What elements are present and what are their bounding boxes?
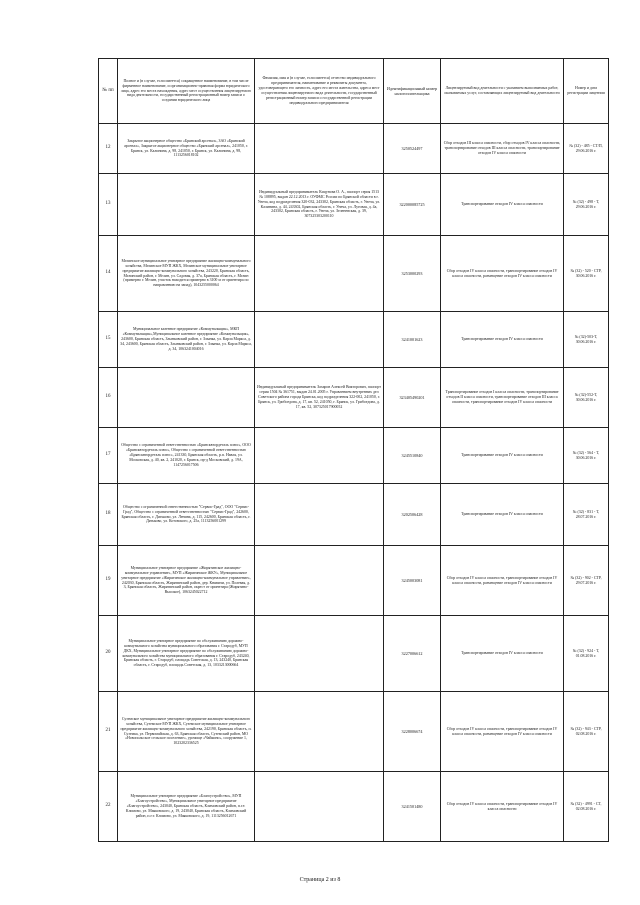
organization-cell <box>118 174 255 236</box>
table-row <box>99 236 609 312</box>
registration-cell: № (32) - 831 - Т, 28.07.2016 г. <box>564 484 609 546</box>
registration-cell: № (32) - 902 - СТР, 29.07.2016 г. <box>564 546 609 616</box>
header-number: № пп <box>99 59 118 124</box>
entrepreneur-cell: Индивидуальный предприниматель Кицунова О. А., паспорт серия 1513 № 108895, выдан 22.12.2013 г. ОУФМС России по Брянской области в г. Унеча, код подразделения 320-032, 243302, Брянская область, г. Унеча, ул. Калинина, д. 44, 243302, Брянская область, г. Унеча, ул. Луговая, д. 4а, 243302, Брянская область, г. Унеча, ул. Зеленевская, д. 39, 307325303200110 <box>255 174 384 236</box>
organization-cell: Муниципальное унитарное предприятие по обслуживанию дорожно-коммунального хозяйства муниципального образования г. Стародуб, МУП ДКХ, Муниципальное унитарное предприятие по обслуживанию дорожно-коммунального хозяйства муниципального образования г. Стародуб, 243240, Брянская область, г. Стародуб, площадь Советская, д. 13, 243240, Брянская область, г. Стародуб, площадь Советская, д. 13, 1033213000664 <box>118 616 255 692</box>
entrepreneur-cell <box>255 484 384 546</box>
header-organization: Полное и (в случае, если имеется) сокращенное наименование, в том числе фирменное наименование, и организационно-правовая форма юридического лица, адрес его места нахождения, адрес мест осуществления лицензируемого вида деятельности, государственный регистрационный номер записи о создании юридического лица <box>118 59 255 124</box>
activity-cell: Сбор отходов IV класса опасности, транспортирование отходов IV класса опасности, размещение отходов IV класса опасности <box>441 236 564 312</box>
registration-cell: № (32)-552-Т, 30.06.2016 г. <box>564 368 609 428</box>
entrepreneur-cell <box>255 616 384 692</box>
table-row <box>99 368 609 428</box>
table-row <box>99 124 609 174</box>
table-header-row <box>99 59 609 124</box>
license-register-table <box>98 58 609 842</box>
organization-cell: Мглинское муниципальное унитарное предприятие жилищно-коммунального хозяйства, Мглинское МУП ЖКХ, Мглинское муниципальное унитарное предприятие жилищно-коммунального хозяйства, 243220, Брянская область, Мглинский район, г. Мглин, ул. Садовая, д. 37а, Брянская область, г. Мглин (примерно г. Мглин, участок находится примерно в 3100 м от ориентира по направлению на запад), 1043255000064 <box>118 236 255 312</box>
registration-cell: № (32)-503-Т, 30.06.2016 г. <box>564 312 609 368</box>
registration-cell: № (32) - 520 - СТР, 30.06.2016 г. <box>564 236 609 312</box>
entrepreneur-cell <box>255 772 384 842</box>
registration-cell: № (32) - 564 - Т, 30.06.2016 г. <box>564 428 609 484</box>
inn-cell: 323405490201 <box>384 368 441 428</box>
registration-cell: № (32) - 4991 - СТ, 02.08.2016 г. <box>564 772 609 842</box>
inn-cell: 3228006674 <box>384 692 441 772</box>
row-number: 18 <box>99 484 118 546</box>
table-row <box>99 772 609 842</box>
organization-cell: Муниципальное унитарное предприятие «Жирятинское жилищно-коммунальное управление», МУП «Жирятинское ЖКУ», Муниципальное унитарное предприятие «Жирятинское жилищно-коммунальное управление», 242030, Брянская область, Жирятинский район, дер. Княвичи, ул. Полевая, д. 3, Брянская область, Жирятинский район, окрест от ориентира (Жирятино-Высокое), 1063245022712 <box>118 546 255 616</box>
registration-cell: № (32) - 485 - СТ/П, 29.06.2016 г. <box>564 124 609 174</box>
registration-cell: № (32) - 498 - Т, 29.06.2016 г. <box>564 174 609 236</box>
activity-cell: Транспортирование отходов IV класса опасности <box>441 174 564 236</box>
activity-cell: Транспортирование отходов IV класса опасности <box>441 312 564 368</box>
table-row <box>99 546 609 616</box>
registration-cell: № (32) - 924 - Т, 01.08.2016 г. <box>564 616 609 692</box>
inn-cell: 3227006612 <box>384 616 441 692</box>
organization-cell: Общество с ограниченной ответственностью "Сервис-Град", ООО "Сервис-Град", Общество с ограниченной ответственностью "Сервис-Град", 242600, Брянская область, г. Дятьково, ул. Ленина, д. 115, 242600, Брянская область, г. Дятьково, ул. Котовского, д. 25а, 1113256001299 <box>118 484 255 546</box>
row-number: 13 <box>99 174 118 236</box>
header-activity: Лицензируемый вид деятельности с указанием выполняемых работ, оказываемых услуг, составляющих лицензируемый вид деятельности <box>441 59 564 124</box>
activity-cell: Сбор отходов IV класса опасности, транспортирование отходов IV класса опасности <box>441 772 564 842</box>
header-registration: Номер и дата регистрации лицензии <box>564 59 609 124</box>
activity-cell: Сбор отходов IV класса опасности, транспортирование отходов IV класса опасности, размещение отходов IV класса опасности <box>441 546 564 616</box>
row-number: 14 <box>99 236 118 312</box>
registration-cell: № (32) - 943 - СТР, 02.08.2016 г. <box>564 692 609 772</box>
entrepreneur-cell <box>255 124 384 174</box>
table-row <box>99 428 609 484</box>
row-number: 19 <box>99 546 118 616</box>
entrepreneur-cell: Индивидуальный предприниматель Захаров Алексей Викторович, паспорт серия 1504 № 361751, выдан 24.01.2005 г. Управлением внутренних дел Советского района города Брянска, код подразделения 322-002, 241050, г. Брянск, ул. Грибоедова, д. 17, кв. 52, 241050, г. Брянск, ул. Грибоедова, д. 17, кв. 52, 307325017900052 <box>255 368 384 428</box>
inn-cell: 3241001623 <box>384 312 441 368</box>
inn-cell: 3202506428 <box>384 484 441 546</box>
row-number: 21 <box>99 692 118 772</box>
row-number: 22 <box>99 772 118 842</box>
inn-cell: 3245510840 <box>384 428 441 484</box>
page-number: Страница 2 из 8 <box>299 877 341 883</box>
entrepreneur-cell <box>255 546 384 616</box>
inn-cell: 3250524497 <box>384 124 441 174</box>
inn-cell: 3253000293 <box>384 236 441 312</box>
row-number: 15 <box>99 312 118 368</box>
inn-cell: 3241501480 <box>384 772 441 842</box>
organization-cell: Общество с ограниченной ответственностью «Брянсквтордеталь плюс», ООО «Брянсквтордеталь плюс», Общество с ограниченной ответственностью «Брянсквтордеталь плюс», 241330, Брянская область, р.п. Навля, ул. Московская, д. 40, кв. 2, 241020, г. Брянск, пр-д Московский, д. 19А, 1147256017506 <box>118 428 255 484</box>
inn-cell: 3245003081 <box>384 546 441 616</box>
row-number: 16 <box>99 368 118 428</box>
activity-cell: Транспортирование отходов IV класса опасности <box>441 484 564 546</box>
organization-cell <box>118 368 255 428</box>
entrepreneur-cell <box>255 428 384 484</box>
entrepreneur-cell <box>255 236 384 312</box>
activity-cell: Сбор отходов III класса опасности, сбор отходов IV класса опасности, транспортирование отходов III класса опасности, транспортирование отходов IV класса опасности <box>441 124 564 174</box>
row-number: 20 <box>99 616 118 692</box>
organization-cell: Муниципальное казенное предприятие «Коммунальщик», МКП «Коммунальщик»,Муниципальное казенное предприятие «Коммунальщик», 243600, Брянская область, Злынковский район, г. Злынка, ул. Карла Маркса, д. 34, 243600, Брянская область, Злынковский район, г. Злынка, ул. Карла Маркса, д. 34, 1063241004016 <box>118 312 255 368</box>
table-row <box>99 616 609 692</box>
header-inn: Идентификационный номер налогоплательщика <box>384 59 441 124</box>
entrepreneur-cell <box>255 692 384 772</box>
activity-cell: Транспортирование отходов I класса опасности, транспортирование отходов II класса опасности, транспортирование отходов III класса опасности, транспортирование отходов IV класса опасности <box>441 368 564 428</box>
activity-cell: Сбор отходов IV класса опасности, транспортирование отходов IV класса опасности, размещение отходов IV класса опасности <box>441 692 564 772</box>
activity-cell: Транспортирование отходов IV класса опасности <box>441 428 564 484</box>
activity-cell: Транспортирование отходов IV класса опасности <box>441 616 564 692</box>
organization-cell: Закрытое акционерное общество «Брянский арсенал», ЗАО «Брянский арсенал», Закрытое акционерное общество «Брянский арсенал», 241050, г. Брянск, ул. Калинина, д. 98, 241050, г. Брянск, ул. Калинина, д. 98, 1113256018102 <box>118 124 255 174</box>
row-number: 17 <box>99 428 118 484</box>
entrepreneur-cell <box>255 312 384 368</box>
organization-cell: Суземское муниципальное унитарное предприятие жилищно-коммунального хозяйства, Суземское МУП ЖКХ, Суземское муниципальное унитарное предприятие жилищно-коммунального хозяйства, 242190, Брянская область, п. Суземка, ул. Первомайская, д. 63, Брянская область, Суземский район, МО «Новопольское сельское поселение», урочище «Чайкино», сооружение 1, 1023202336525 <box>118 692 255 772</box>
header-entrepreneur: Фамилия, имя и (в случае, если имеется) отчество индивидуального предпринимателя, наименование и реквизиты документа, удостоверяющего его личность, адрес его места жительства, адреса мест осуществления лицензируемого вида деятельности, государственный регистрационный номер записи о государственной регистрации индивидуального предпринимателя <box>255 59 384 124</box>
organization-cell: Муниципальное унитарное предприятие «Благоустройство», МУП «Благоустройство», Муниципальное унитарное предприятие «Благоустройство», 243040, Брянская область, Климовский район, п.г.т. Климово, ул. Маяковского, д. 19, 243040, Брянская область, Климовский район, п.г.т. Климово, ул. Маяковского, д. 19, 1113256012671 <box>118 772 255 842</box>
inn-cell: 322000085725 <box>384 174 441 236</box>
table-row <box>99 312 609 368</box>
table-row <box>99 484 609 546</box>
table-row <box>99 174 609 236</box>
table-row <box>99 692 609 772</box>
row-number: 12 <box>99 124 118 174</box>
